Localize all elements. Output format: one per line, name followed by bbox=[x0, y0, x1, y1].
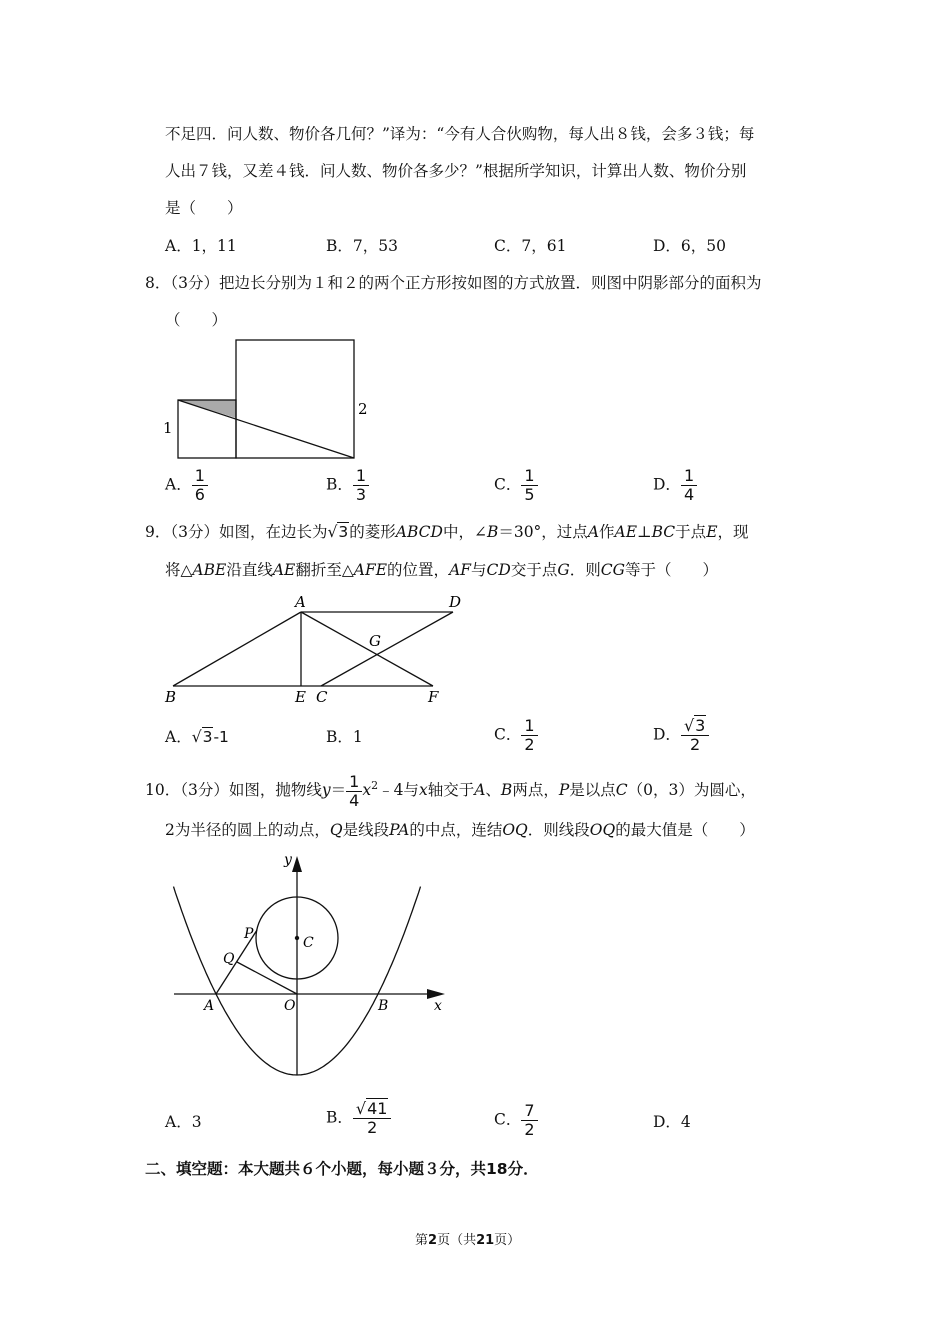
q8-diagonal-line bbox=[178, 400, 354, 458]
q9-option-a-letter: A． bbox=[165, 728, 192, 746]
q9-text: ，现 bbox=[717, 523, 749, 541]
q9-sqrt-value: 3 bbox=[338, 523, 349, 541]
q9-text: 的位置， bbox=[387, 561, 450, 579]
q10-option-c-fraction bbox=[521, 1102, 537, 1139]
q10-option-b-den: 2 bbox=[353, 1118, 392, 1137]
q9-option-a-sqrt-value: 3 bbox=[202, 728, 213, 746]
q8-option-a-letter: A． bbox=[165, 475, 192, 494]
q9-option-c-letter: C． bbox=[494, 725, 522, 744]
q10-label-p: P bbox=[244, 926, 254, 942]
q10-center-point bbox=[295, 936, 299, 940]
q8-label-small: 1 bbox=[163, 419, 173, 437]
q9-label-g: G bbox=[369, 632, 381, 650]
q10-option-b-sqrt-value: 41 bbox=[367, 1099, 388, 1118]
q9-option-d-sqrt-value: 3 bbox=[695, 716, 706, 735]
q9-option-d-fraction bbox=[681, 717, 709, 754]
q10-var: P bbox=[558, 781, 570, 800]
q9-sqrt: √3 bbox=[327, 523, 349, 541]
q10-label-q: Q bbox=[223, 951, 235, 967]
q8-line-2: （ ） bbox=[165, 311, 228, 329]
q9-text: ＝30°，过点 bbox=[498, 523, 588, 541]
q9-text: 翻折至△ bbox=[295, 561, 354, 579]
q8-option-b bbox=[326, 467, 369, 504]
q10-var: OQ bbox=[502, 821, 528, 839]
q9-var: A bbox=[587, 523, 600, 541]
q10-var: y bbox=[321, 781, 331, 800]
q9-option-d bbox=[653, 717, 709, 754]
q10-text: 两点， bbox=[512, 781, 559, 800]
footer-text: 第 bbox=[415, 1233, 429, 1248]
q7-line-1: 不足四．问人数、物价各几何？”译为：“今有人合伙购物，每人出８钱，会多３钱；每 bbox=[165, 125, 755, 143]
q10-text: （0，3）为圆心， bbox=[627, 781, 756, 800]
q8-figure bbox=[150, 330, 380, 470]
q8-option-c bbox=[494, 467, 538, 504]
footer-text: 页） bbox=[494, 1233, 521, 1248]
q9-var: CD bbox=[486, 561, 511, 579]
section-2-heading: 二、填空题：本大题共６个小题，每小题３分，共18分． bbox=[145, 1160, 539, 1178]
q8-large-square bbox=[236, 340, 354, 458]
q7-line-3: 是（ ） bbox=[165, 199, 243, 217]
q10-fraction bbox=[346, 773, 362, 810]
q9-var: ABCD bbox=[395, 523, 443, 541]
q8-option-b-num: 1 bbox=[355, 466, 367, 485]
q10-y-arrow-icon bbox=[292, 856, 302, 872]
q10-option-b-letter: B． bbox=[326, 1108, 353, 1127]
q10-line-2 bbox=[165, 820, 755, 840]
q9-option-c bbox=[494, 717, 538, 754]
q9-text: 等于（ ） bbox=[625, 561, 719, 579]
q8-option-a-num: 1 bbox=[194, 466, 205, 485]
q7-option-c: C．7，61 bbox=[494, 237, 567, 255]
q9-var: BC bbox=[651, 523, 676, 541]
q8-option-c-num: 1 bbox=[524, 466, 535, 485]
footer-total-pages: 21 bbox=[476, 1233, 495, 1248]
q10-var: PA bbox=[389, 821, 410, 839]
q9-var: G bbox=[557, 561, 570, 579]
page-footer bbox=[415, 1229, 520, 1248]
q10-text: 10．（3分）如图，抛物线 bbox=[145, 781, 322, 800]
q9-text: 作 bbox=[599, 523, 615, 541]
q9-figure bbox=[155, 590, 475, 710]
q7-option-d: D．6，50 bbox=[653, 237, 727, 255]
q10-var: Q bbox=[329, 821, 343, 839]
q9-text: 的菱形 bbox=[349, 523, 396, 541]
q9-option-c-fraction bbox=[521, 717, 537, 754]
q9-text: 中，∠ bbox=[442, 523, 487, 541]
q9-segment-ab bbox=[173, 612, 301, 686]
q8-option-b-letter: B． bbox=[326, 475, 353, 494]
q8-option-c-den: 5 bbox=[521, 485, 537, 504]
q8-option-d-num: 1 bbox=[683, 466, 695, 485]
q8-option-d-fraction bbox=[681, 467, 697, 504]
q9-text: 沿直线 bbox=[226, 561, 273, 579]
q9-option-d-letter: D． bbox=[653, 725, 681, 744]
q7-option-a: A．1，11 bbox=[165, 237, 237, 255]
q9-text: 于点 bbox=[675, 523, 707, 541]
q10-text: 的中点，连结 bbox=[409, 821, 503, 839]
q9-option-d-den: 2 bbox=[681, 735, 709, 754]
footer-page-number: 2 bbox=[428, 1233, 438, 1248]
q9-option-c-den: 2 bbox=[521, 735, 537, 754]
q10-label-o: O bbox=[284, 998, 296, 1014]
q7-option-b: B．7，53 bbox=[326, 237, 398, 255]
q8-option-c-fraction bbox=[521, 467, 537, 504]
q9-option-d-num bbox=[681, 717, 709, 735]
q10-option-b-sqrt: √41 bbox=[355, 1099, 388, 1118]
q10-option-b-fraction bbox=[353, 1100, 392, 1137]
q8-option-d-den: 4 bbox=[681, 485, 697, 504]
q9-text: ．则 bbox=[569, 561, 601, 579]
q10-option-a: A．3 bbox=[165, 1113, 202, 1131]
q10-option-b-num bbox=[353, 1100, 392, 1118]
q8-option-a bbox=[165, 467, 208, 504]
q10-text: ＝ bbox=[330, 781, 347, 800]
q10-text: ﹣4与 bbox=[378, 781, 419, 800]
q10-text: 是以点 bbox=[569, 781, 616, 800]
q10-option-c-letter: C． bbox=[494, 1110, 522, 1129]
q9-var: ABE bbox=[192, 561, 227, 579]
q9-label-f: F bbox=[428, 688, 439, 706]
q9-option-a-sqrt: √3 bbox=[191, 728, 213, 746]
q8-option-d bbox=[653, 467, 697, 504]
q9-option-c-num: 1 bbox=[524, 716, 535, 735]
q10-option-c-den: 2 bbox=[521, 1120, 537, 1139]
q9-var: AE bbox=[272, 561, 296, 579]
q10-figure bbox=[160, 850, 460, 1090]
q10-var: B bbox=[500, 781, 513, 800]
q9-text: 与 bbox=[471, 561, 487, 579]
q9-text: 将△ bbox=[165, 561, 193, 579]
q10-text: 轴交于 bbox=[427, 781, 475, 800]
q10-label-y: y bbox=[284, 852, 292, 868]
q7-line-2: 人出７钱，又差４钱．问人数、物价各多少？”根据所学知识，计算出人数、物价分别 bbox=[165, 162, 747, 180]
q10-label-x: x bbox=[434, 998, 442, 1014]
q8-option-c-letter: C． bbox=[494, 475, 522, 494]
q9-line-2 bbox=[165, 560, 718, 580]
q10-option-c bbox=[494, 1102, 538, 1139]
q9-line-1 bbox=[145, 522, 749, 542]
q9-label-b: B bbox=[165, 688, 177, 706]
footer-text: 页（共 bbox=[437, 1233, 477, 1248]
q9-var: AFE bbox=[353, 561, 388, 579]
q8-option-b-den: 3 bbox=[353, 485, 369, 504]
q10-text: 、 bbox=[485, 781, 501, 800]
q10-var: x bbox=[362, 781, 372, 800]
q10-option-d: D．4 bbox=[653, 1113, 691, 1131]
q8-label-large: 2 bbox=[358, 400, 368, 418]
q9-option-a bbox=[165, 727, 229, 747]
q10-text: 的最大值是（ ） bbox=[615, 821, 755, 839]
q10-option-b bbox=[326, 1100, 391, 1137]
q9-option-b: B．1 bbox=[326, 728, 363, 746]
q9-var: B bbox=[486, 523, 499, 541]
q9-var: AE bbox=[614, 523, 638, 541]
q9-text: 9．（3分）如图，在边长为 bbox=[145, 523, 328, 541]
q8-line-1: 8．（3分）把边长分别为１和２的两个正方形按如图的方式放置．则图中阴影部分的面积为 bbox=[145, 274, 762, 292]
q9-option-d-sqrt: √3 bbox=[683, 716, 706, 735]
q10-var: C bbox=[615, 781, 628, 800]
q9-label-a: A bbox=[295, 593, 306, 611]
q10-frac-num: 1 bbox=[349, 771, 360, 791]
q8-option-a-fraction bbox=[192, 467, 208, 504]
q10-label-b: B bbox=[378, 998, 389, 1014]
q10-label-c: C bbox=[303, 935, 314, 951]
q8-option-a-den: 6 bbox=[192, 485, 208, 504]
q10-frac-den: 4 bbox=[346, 791, 362, 810]
q10-exponent: 2 bbox=[371, 779, 379, 792]
q10-option-c-num: 7 bbox=[524, 1101, 535, 1120]
q8-option-b-fraction bbox=[353, 467, 369, 504]
q9-label-e: E bbox=[295, 688, 306, 706]
q8-option-d-letter: D． bbox=[653, 475, 681, 494]
q9-segment-af bbox=[301, 612, 433, 686]
q10-text: 是线段 bbox=[342, 821, 390, 839]
q9-option-a-rest: -1 bbox=[213, 728, 229, 746]
q9-var: CG bbox=[600, 561, 625, 579]
q9-label-d: D bbox=[449, 593, 462, 611]
q9-text: 交于点 bbox=[510, 561, 558, 579]
q9-var: AF bbox=[449, 561, 472, 579]
q10-label-a: A bbox=[204, 998, 215, 1014]
q9-segment-cd bbox=[321, 612, 453, 686]
q10-var: x bbox=[418, 781, 428, 800]
q10-var: A bbox=[474, 781, 486, 800]
q10-text: ．则线段 bbox=[527, 821, 590, 839]
q10-text: 2为半径的圆上的动点， bbox=[165, 821, 330, 839]
q10-line-1 bbox=[145, 771, 756, 810]
q10-var: OQ bbox=[589, 821, 616, 839]
q9-var: E bbox=[706, 523, 718, 541]
q9-text: ⊥ bbox=[637, 523, 652, 541]
q9-label-c: C bbox=[316, 688, 328, 706]
